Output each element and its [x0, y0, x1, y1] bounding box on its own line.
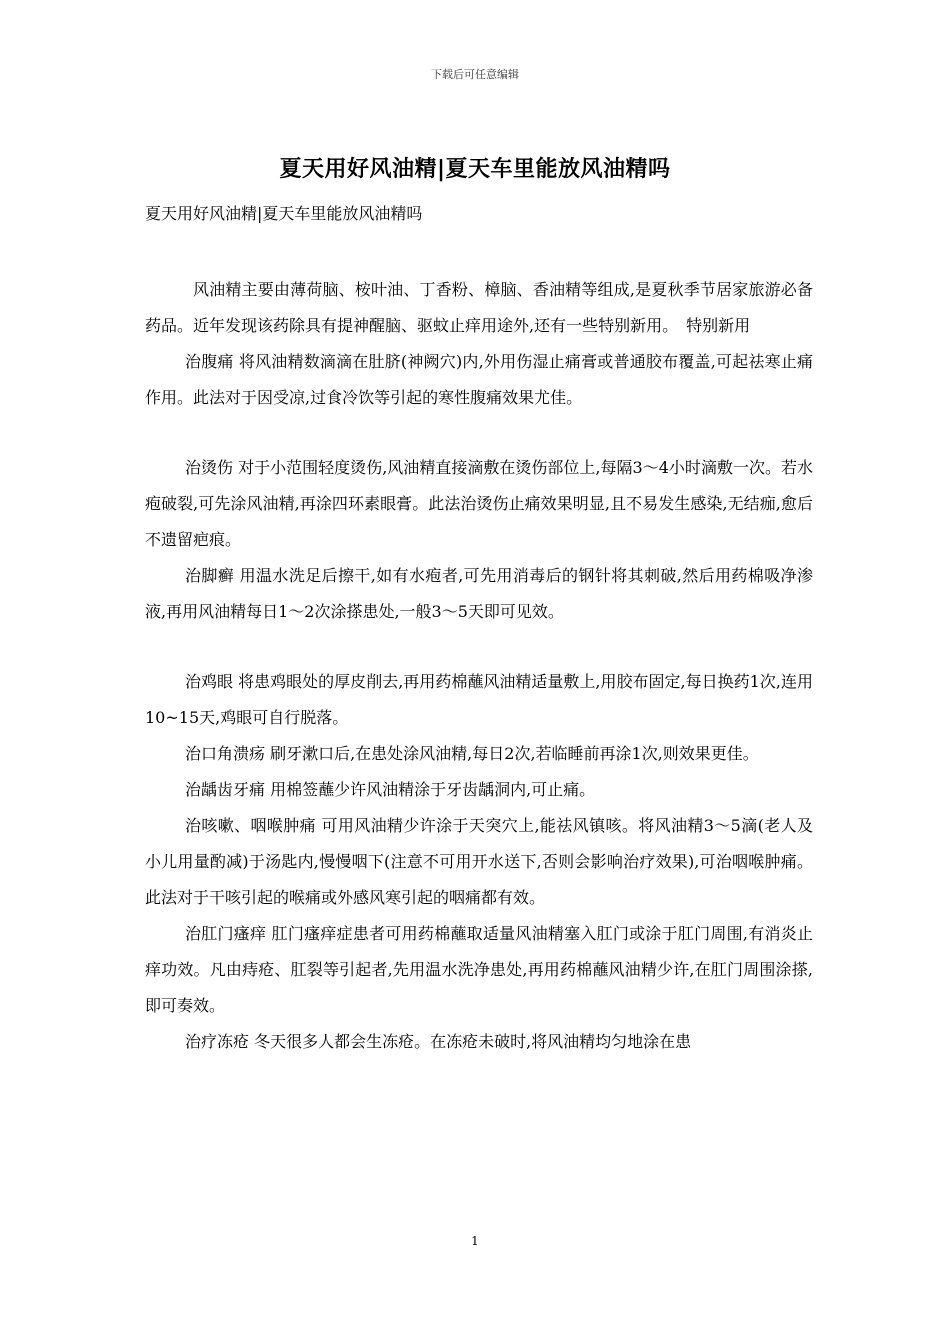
paragraph-corns: 治鸡眼 将患鸡眼处的厚皮削去,再用药棉蘸风油精适量敷上,用胶布固定,每日换药1次,连用10~15天,鸡眼可自行脱落。 — [145, 672, 813, 727]
paragraph-chilblains: 治疗冻疮 冬天很多人都会生冻疮。在冻疮未破时,将风油精均匀地涂在患 — [185, 1032, 692, 1051]
paragraph-anal-itch: 治肛门瘙痒 肛门瘙痒症患者可用药棉蘸取适量风油精塞入肛门或涂于肛门周围,有消炎止痒功效。凡由痔疮、肛裂等引起者,先用温水洗净患处,再用药棉蘸风油精少许,在肛门周围涂搽,即可奏效。 — [145, 924, 813, 1015]
paragraph-athletes-foot: 治脚癣 用温水洗足后擦干,如有水疱者,可先用消毒后的钢针将其刺破,然后用药棉吸净渗液,再用风油精每日1～2次涂搽患处,一般3～5天即可见效。 — [145, 566, 813, 621]
document-subtitle: 夏天用好风油精|夏天车里能放风油精吗 — [145, 204, 423, 223]
document-body — [145, 272, 813, 1060]
paragraph-intro: 风油精主要由薄荷脑、桉叶油、丁香粉、樟脑、香油精等组成,是夏秋季节居家旅游必备药品。近年发现该药除具有提神醒脑、驱蚊止痒用途外,还有一些特别新用。 特别新用 — [145, 280, 813, 335]
paragraph-mouth-ulcer: 治口角溃疡 刷牙漱口后,在患处涂风油精,每日2次,若临睡前再涂1次,则效果更佳。 — [185, 744, 759, 763]
page-number: 1 — [471, 1234, 479, 1248]
paragraph-burns: 治烫伤 对于小范围轻度烫伤,风油精直接滴敷在烫伤部位上,每隔3～4小时滴敷一次。若水疱破裂,可先涂风油精,再涂四环素眼膏。此法治烫伤止痛效果明显,且不易发生感染,无结痂,愈后不遗留疤痕。 — [145, 458, 813, 549]
document-title: 夏天用好风油精|夏天车里能放风油精吗 — [279, 157, 671, 182]
paragraph-toothache: 治龋齿牙痛 用棉签蘸少许风油精涂于牙齿龋洞内,可止痛。 — [185, 780, 596, 799]
page-header: 下载后可任意编辑 — [431, 68, 519, 81]
paragraph-abdominal-pain: 治腹痛 将风油精数滴滴在肚脐(神阙穴)内,外用伤湿止痛膏或普通胶布覆盖,可起祛寒止痛作用。此法对于因受凉,过食冷饮等引起的寒性腹痛效果尤佳。 — [145, 352, 813, 407]
paragraph-cough-sore-throat: 治咳嗽、咽喉肿痛 可用风油精少许涂于天突穴上,能祛风镇咳。将风油精3～5滴(老人及小儿用量酌减)于汤匙内,慢慢咽下(注意不可用开水送下,否则会影响治疗效果),可治咽喉肿痛。此法对于干咳引起的喉痛或外感风寒引起的咽痛都有效。 — [145, 816, 813, 907]
